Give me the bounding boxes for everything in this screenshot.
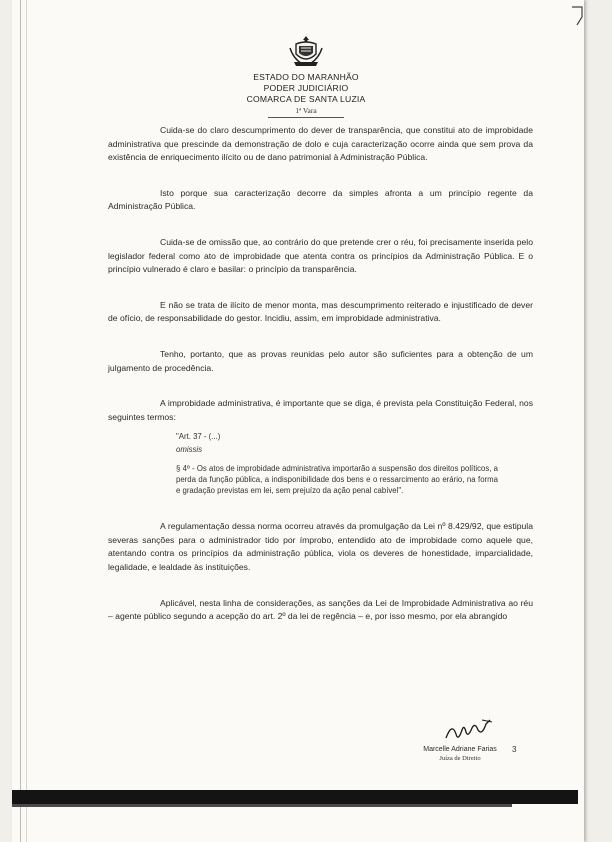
page-number: 3 [512,745,517,754]
quote-article: "Art. 37 - (...) [176,432,221,442]
signer-role: Juíza de Direito [439,755,481,762]
paragraph-8: Aplicável, nesta linha de considerações, as sanções da Lei de Improbidade Administrativa ao réu – agente público segundo a acepção do art. 2º da lei de regência – e, por isso mesmo, por ela abrangido [108,597,533,622]
coat-of-arms-emblem [288,34,324,68]
header-vara: 1ª Vara [295,106,317,115]
paragraph-4: E não se trata de ilícito de menor monta, mas descumprimento reiterado e injustificado de dever de ofício, de responsabilidade do gestor. Incidiu, assim, em improbidade administrativa. [108,299,533,324]
header-judiciary: PODER JUDICIÁRIO [263,83,349,93]
paragraph-3: Cuida-se de omissão que, ao contrário do que pretende crer o réu, foi precisamente inserida pelo legislador federal como ato de improbidade que atenta contra os princípios da Administração Pública. E o princípio vulnerado é claro e basilar: o princípio da transparência. [108,236,533,275]
constitution-quote [176,432,498,496]
quote-paragraph: § 4º - Os atos de improbidade administrativa importarão a suspensão dos direitos políticos, a perda da função pública, a indisponibilidade dos bens e o ressarcimento ao erário, na forma e gradação previstas em lei, sem prejuízo da ação penal cabível". [176,463,498,495]
corner-mark [570,5,584,27]
paragraph-7: A regulamentação dessa norma ocorreu através da promulgação da Lei nº 8.429/92, que estipula severas sanções para o administrador tido por ímprobo, entendido ato de improbidade como aquele que, atentando contra os princípios da administração pública, viola os deveres de honestidade, imparcialidade, legalidade, e lealdade às instituições. [108,521,533,573]
scan-edge-line [20,0,21,842]
scan-bottom-shadow [12,790,578,804]
scan-bottom-shadow-secondary [12,804,512,807]
paragraph-2: Isto porque sua caracterização decorre da simples afronta a um princípio regente da Administração Pública. [108,187,533,212]
header-divider [268,117,344,118]
header-state: ESTADO DO MARANHÃO [253,72,359,82]
signer-name: Marcelle Adriane Farias [423,746,497,753]
handwritten-signature [438,716,498,744]
signer-block [410,745,510,763]
paragraph-1: Cuida-se do claro descumprimento do dever de transparência, que constitui ato de improbidade administrativa que prescinde da demonstração de dolo e cuja caracterização ocorre ainda que sem prova da existência de enriquecimento ilícito ou de dano patrimonial à Administração Pública. [108,125,533,163]
scan-edge-line-secondary [26,0,27,842]
document-body [108,124,533,624]
header-comarca: COMARCA DE SANTA LUZIA [246,94,366,104]
paragraph-6: A improbidade administrativa, é importante que se diga, é prevista pela Constituição Federal, nos seguintes termos: [108,398,533,422]
quote-omissis: omissis [176,445,202,455]
paragraph-5: Tenho, portanto, que as provas reunidas pelo autor são suficientes para a obtenção de um julgamento de procedência. [108,348,533,373]
